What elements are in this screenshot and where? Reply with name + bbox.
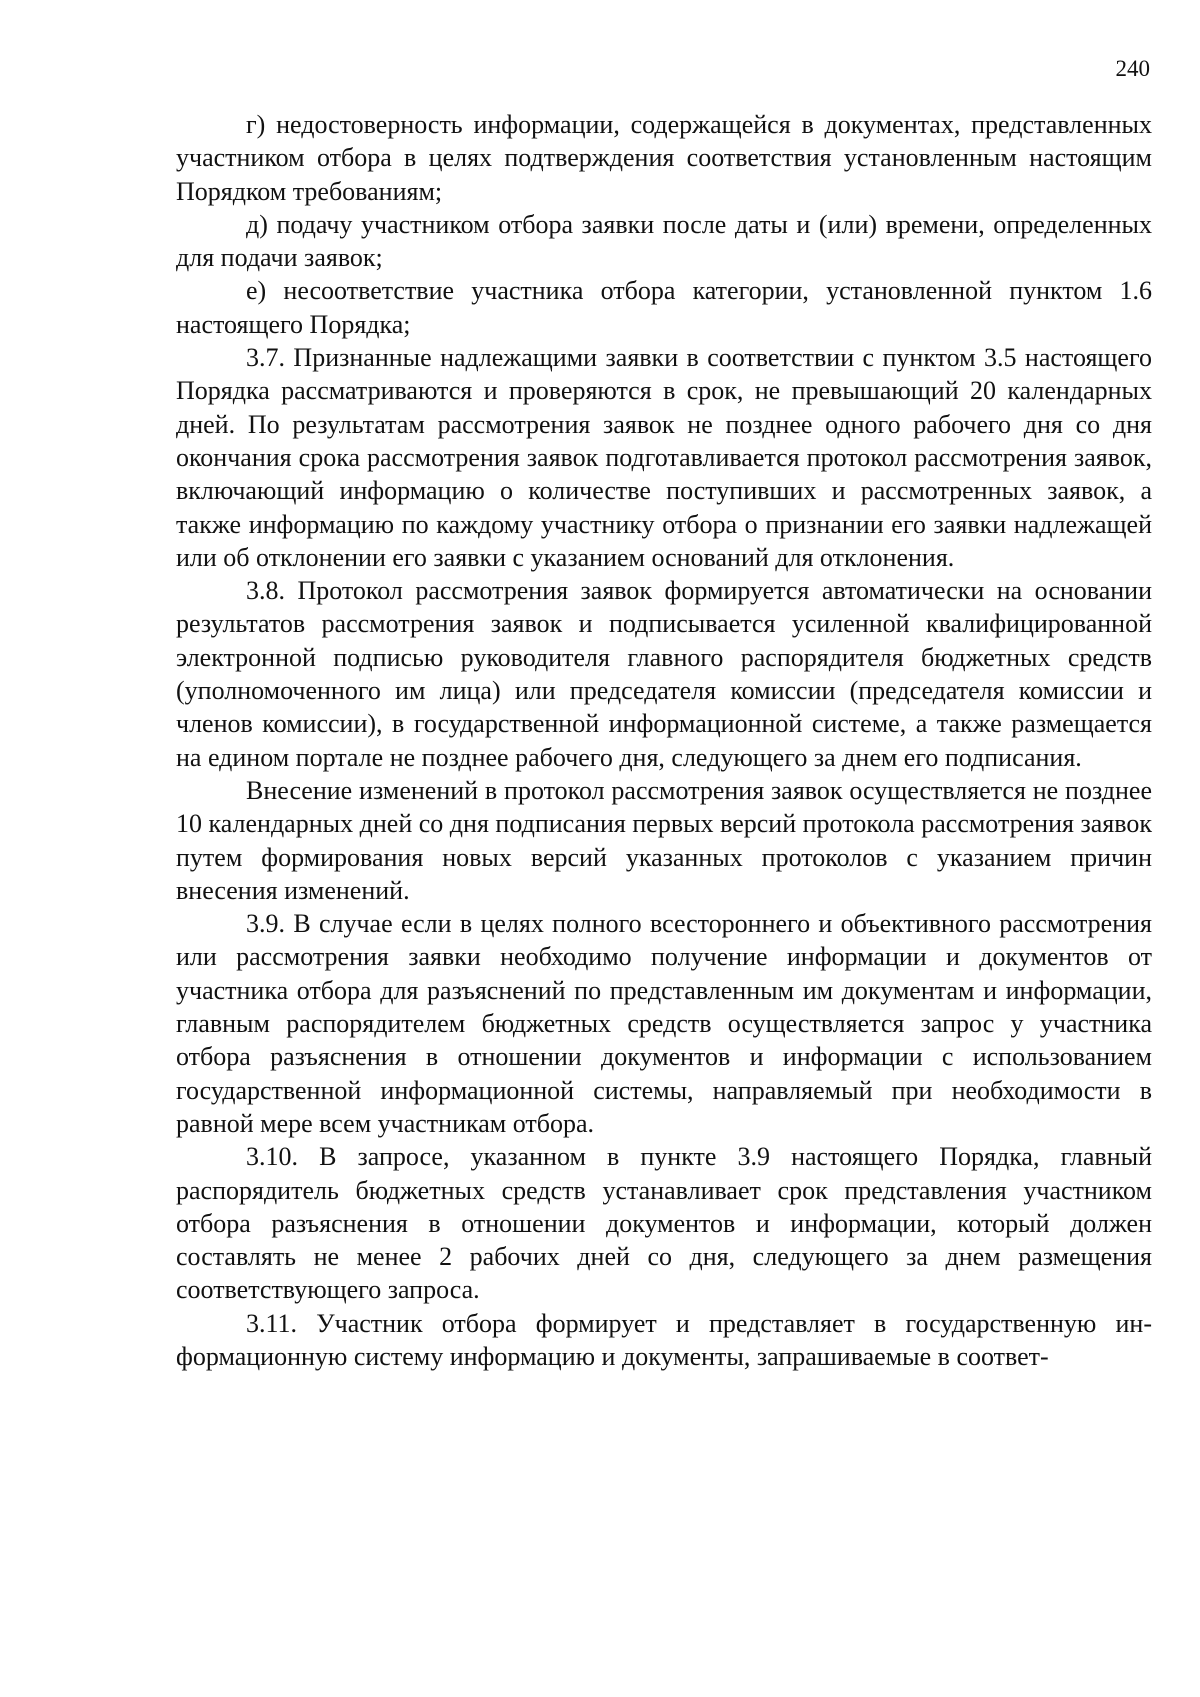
paragraph-3-10: 3.10. В запросе, указанном в пункте 3.9 настоящего Порядка, главный распорядитель бюджетных средств устанавливает срок представления участником отбора разъяснения в отношении документов и информации, который должен составлять не менее 2 рабочих дней со дня, следующего за днем размещения соответствующего запроса. bbox=[176, 1142, 1152, 1305]
paragraph-item-g: г) недостоверность информации, содержащейся в документах, представленных участником отбора в целях подтверждения соответствия установленным настоящим Порядком требованиям; bbox=[176, 110, 1152, 206]
paragraph-3-7: 3.7. Признанные надлежащими заявки в соответствии с пунктом 3.5 настоящего Порядка рассматриваются и проверяются в срок, не превышающий 20 календарных дней. По результатам рассмотрения заявок не позднее одного рабочего дня со дня окончания срока рассмотрения заявок подготавливается протокол рассмотрения заявок, включающий информацию о количестве поступивших и рассмотренных заявок, а также информацию по каждому участнику отбора о признании его заявки надлежащей или об отклонении его заявки с указанием оснований для отклонения. bbox=[176, 343, 1152, 572]
document-body bbox=[176, 108, 1152, 1373]
paragraph-protocol-changes: Внесение изменений в протокол рассмотрения заявок осуществляется не позднее 10 календарных дней со дня подписания первых версий протокола рассмотрения заявок путем формирования новых версий указанных протоколов с указанием причин внесения изменений. bbox=[176, 775, 1152, 905]
paragraph-3-9: 3.9. В случае если в целях полного всестороннего и объективного рассмотрения или рассмотрения заявки необходимо получение информации и документов от участника отбора для разъяснений по представленным им документам и информации, главным распорядителем бюджетных средств осуществляется запрос у участника отбора разъяснения в отношении документов и информации с использованием государственной информационной системы, направляемый при необходимости в равной мере всем участникам отбора. bbox=[176, 909, 1152, 1138]
paragraph-3-8: 3.8. Протокол рассмотрения заявок формируется автоматически на основании результатов рассмотрения заявок и подписывается усиленной квалифицированной электронной подписью руководителя главного распорядителя бюджетных средств (уполномоченного им лица) или председателя комиссии (председателя комиссии и членов комиссии), в государственной информационной системе, а также размещается на едином портале не позднее рабочего дня, следующего за днем его подписания. bbox=[176, 576, 1152, 772]
paragraph-item-e: е) несоответствие участника отбора категории, установленной пунктом 1.6 настоящего Порядка; bbox=[176, 276, 1152, 339]
paragraph-3-11: 3.11. Участник отбора формирует и представляет в государственную информационную систему информацию и документы, запрашиваемые в соответ- bbox=[176, 1308, 1152, 1371]
page-number: 240 bbox=[1115, 56, 1150, 81]
paragraph-item-d: д) подачу участником отбора заявки после даты и (или) времени, определенных для подачи заявок; bbox=[176, 209, 1152, 273]
